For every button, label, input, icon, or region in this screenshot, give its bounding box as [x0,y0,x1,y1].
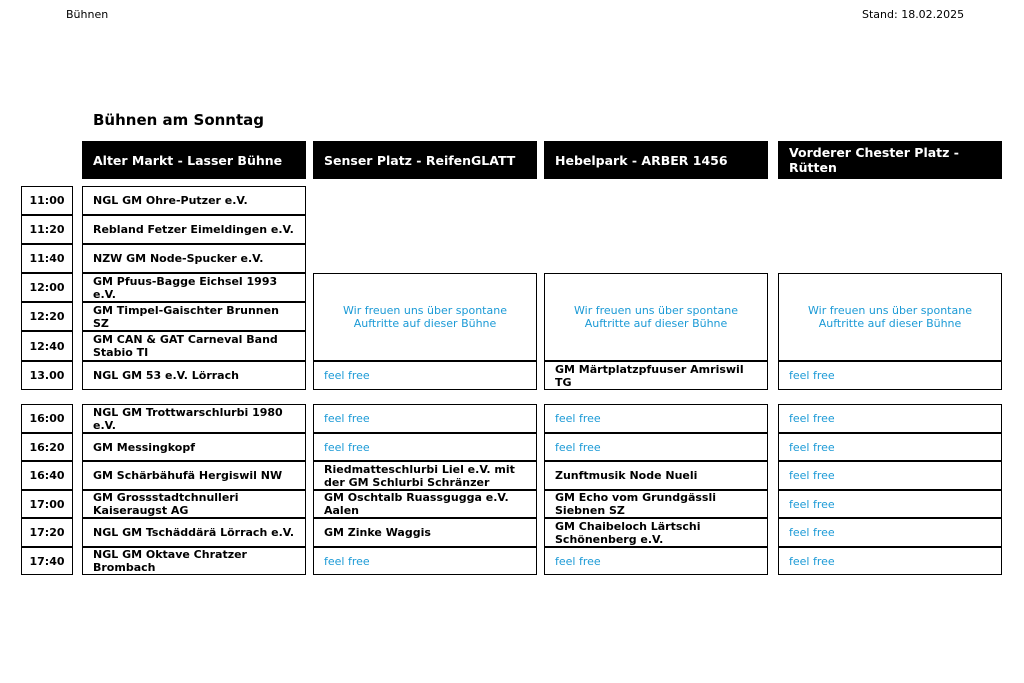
time-slot: 16:40 [21,461,73,490]
act-cell: feel free [313,361,537,390]
invite-box-stage-2: Wir freuen uns über spontane Auftritte auf dieser Bühne [313,273,537,361]
time-slot: 12:00 [21,273,73,302]
act-cell: Rebland Fetzer Eimeldingen e.V. [82,215,306,244]
time-slot: 16:20 [21,433,73,461]
time-slot: 13.00 [21,361,73,390]
page-title: Bühnen am Sonntag [93,111,265,129]
act-cell: feel free [544,547,768,575]
act-cell: GM Zinke Waggis [313,518,537,547]
time-slot: 11:00 [21,186,73,215]
time-slot: 16:00 [21,404,73,433]
act-cell: feel free [778,461,1002,490]
act-cell: feel free [778,518,1002,547]
act-cell: Riedmatteschlurbi Liel e.V. mit der GM Schlurbi Schränzer [313,461,537,490]
act-cell: feel free [313,547,537,575]
act-cell: feel free [544,404,768,433]
act-cell: GM Chaibeloch Lärtschi Schönenberg e.V. [544,518,768,547]
time-slot: 17:00 [21,490,73,518]
act-cell: feel free [778,490,1002,518]
act-cell: feel free [778,361,1002,390]
stage-header-3: Hebelpark - ARBER 1456 [544,141,768,179]
time-slot: 11:40 [21,244,73,273]
act-cell: GM Timpel-Gaischter Brunnen SZ [82,302,306,331]
act-cell: Zunftmusik Node Nueli [544,461,768,490]
act-cell: NGL GM Ohre-Putzer e.V. [82,186,306,215]
act-cell: NGL GM Trottwarschlurbi 1980 e.V. [82,404,306,433]
header-date: Stand: 18.02.2025 [862,8,965,21]
stage-header-1: Alter Markt - Lasser Bühne [82,141,306,179]
act-cell: GM Märtplatzpfuuser Amriswil TG [544,361,768,390]
act-cell: feel free [778,547,1002,575]
act-cell: GM Echo vom Grundgässli Siebnen SZ [544,490,768,518]
time-slot: 17:20 [21,518,73,547]
invite-box-stage-3: Wir freuen uns über spontane Auftritte auf dieser Bühne [544,273,768,361]
invite-box-stage-4: Wir freuen uns über spontane Auftritte auf dieser Bühne [778,273,1002,361]
act-cell: feel free [313,433,537,461]
time-slot: 12:40 [21,331,73,361]
act-cell: NZW GM Node-Spucker e.V. [82,244,306,273]
act-cell: NGL GM Oktave Chratzer Brombach [82,547,306,575]
act-cell: GM Messingkopf [82,433,306,461]
act-cell: GM Pfuus-Bagge Eichsel 1993 e.V. [82,273,306,302]
act-cell: feel free [313,404,537,433]
time-slot: 11:20 [21,215,73,244]
act-cell: feel free [778,404,1002,433]
act-cell: GM Schärbähufä Hergiswil NW [82,461,306,490]
act-cell: NGL GM Tschäddärä Lörrach e.V. [82,518,306,547]
time-slot: 17:40 [21,547,73,575]
act-cell: GM Grossstadtchnulleri Kaiseraugst AG [82,490,306,518]
stage-header-2: Senser Platz - ReifenGLATT [313,141,537,179]
act-cell: feel free [778,433,1002,461]
act-cell: feel free [544,433,768,461]
act-cell: GM CAN & GAT Carneval Band Stabio TI [82,331,306,361]
header-left: Bühnen [66,8,109,21]
stage-header-4: Vorderer Chester Platz - Rütten [778,141,1002,179]
act-cell: GM Oschtalb Ruassgugga e.V. Aalen [313,490,537,518]
act-cell: NGL GM 53 e.V. Lörrach [82,361,306,390]
time-slot: 12:20 [21,302,73,331]
